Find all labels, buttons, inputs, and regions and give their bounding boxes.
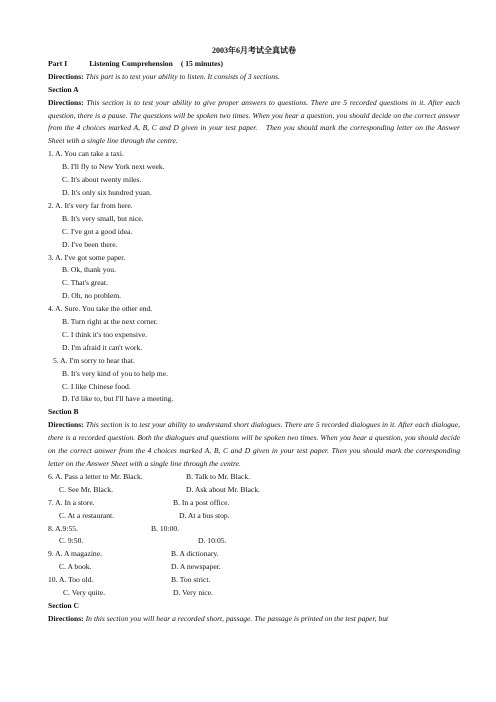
option-b: B. A dictionary.	[171, 549, 219, 559]
directions-text: This part is to test your ability to listen. It consists of 3 sections.	[85, 71, 280, 81]
option-c: C. A book.	[59, 562, 92, 572]
option-d: D. Oh, no problem.	[62, 291, 122, 301]
option-d: D. Very nice.	[173, 588, 213, 598]
question-8	[48, 523, 460, 549]
part1-directions	[48, 71, 460, 84]
option-a: 6. A. Pass a letter to Mr. Black.	[48, 471, 143, 481]
option-b: B. It's very small, but nice.	[62, 213, 144, 223]
option-c: C. See Mr. Black.	[59, 484, 113, 494]
option-c: C. I've got a good idea.	[62, 226, 133, 236]
option-d: D. A newspaper.	[171, 562, 221, 572]
section-c-heading: Section C	[48, 600, 80, 610]
option-a: 7. A. In a store.	[48, 497, 95, 507]
part1-time: ( 15 minutes)	[180, 58, 224, 68]
part1-name: Listening Comprehension	[89, 58, 173, 68]
page-title: 2003年6月考试全真试卷	[212, 46, 296, 55]
part1-heading	[48, 58, 460, 71]
question-5	[48, 355, 460, 407]
question-7	[48, 497, 460, 523]
question-2	[48, 200, 460, 252]
directions-text: This section is to test your ability to understand short dialogues. There are 5 recorded dialogues in it. After each dialogue, there is a recorded question. Both the dialogues and questions will be spoken two times. When you hear a question, you should decide on the correct answer from the 4 choices marked A, B, C and D given in your test paper. Then you should mark the corresponding letter on the Answer Sheet with a single line through the centre.	[48, 420, 460, 468]
option-a: 4. A. Sure. You take the other end.	[48, 304, 153, 314]
section-c-directions	[48, 613, 460, 626]
option-b: B. Talk to Mr. Black.	[186, 471, 251, 481]
option-a: 3. A. I've got some paper.	[48, 252, 126, 262]
directions-label: Directions:	[48, 97, 84, 107]
option-c: C. I like Chinese food.	[62, 381, 131, 391]
question-4	[48, 303, 460, 355]
question-1	[48, 148, 460, 200]
option-a: 1. A. You can take a taxi.	[48, 149, 124, 159]
directions-label: Directions:	[48, 71, 84, 81]
option-d: D. I'd like to, but I'll have a meeting.	[62, 394, 174, 404]
option-c: C. At a restaurant.	[59, 510, 115, 520]
option-b: B. In a post office.	[173, 497, 230, 507]
option-c: C. I think it's too expensive.	[62, 329, 148, 339]
option-b: B. Turn right at the next corner.	[62, 317, 158, 327]
directions-label: Directions:	[48, 613, 84, 623]
directions-text-tail: Then you should mark the corresponding letter on the Answer Sheet with a single line through the centre.	[48, 123, 460, 146]
section-b-directions	[48, 419, 460, 471]
option-c: C. 9:50.	[59, 536, 84, 546]
option-d: D. Ask about Mr. Black.	[186, 484, 261, 494]
option-d: D. I've been there.	[62, 239, 118, 249]
option-d: D. I'm afraid it can't work.	[62, 342, 143, 352]
directions-label: Directions:	[48, 420, 84, 430]
option-c: C. That's great.	[62, 278, 108, 288]
option-a: 8. A.9:55.	[48, 523, 78, 533]
section-a-heading: Section A	[48, 84, 79, 94]
option-d: D. At a bus stop.	[179, 510, 230, 520]
option-d: D. It's only six hundred yuan.	[62, 187, 152, 197]
option-a: 10. A. Too old.	[48, 575, 94, 585]
option-a: 5. A. I'm sorry to hear that.	[53, 355, 135, 365]
option-b: B. I'll fly to New York next week.	[62, 162, 165, 172]
option-a: 2. A. It's very far from here.	[48, 200, 133, 210]
section-b-heading: Section B	[48, 407, 79, 417]
section-a-directions	[48, 97, 460, 149]
question-9	[48, 548, 460, 574]
question-3	[48, 252, 460, 304]
option-d: D. 10:05.	[198, 536, 227, 546]
option-b: B. It's very kind of you to help me.	[62, 368, 168, 378]
part1-label: Part I	[48, 58, 68, 68]
directions-text: This section is to test your ability to give proper answers to questions. There are 5 recorded questions in it. After each question, there is a pause. The questions will be spoken two times. When you hear a question, you should decide on the correct answer from the 4 choices marked A, B, C and D given in your test paper.	[48, 97, 460, 133]
option-c: C. Very quite.	[63, 588, 106, 598]
option-b: B. Ok, thank you.	[62, 265, 116, 275]
option-b: B. Too strict.	[171, 575, 211, 585]
question-10	[48, 574, 460, 600]
directions-text: In this section you will hear a recorded short, passage. The passage is printed on the test paper, but	[85, 613, 389, 623]
option-a: 9. A. A magazine.	[48, 549, 102, 559]
option-b: B. 10:00.	[151, 523, 180, 533]
option-c: C. It's about twenty miles.	[62, 175, 142, 185]
question-6	[48, 471, 460, 497]
